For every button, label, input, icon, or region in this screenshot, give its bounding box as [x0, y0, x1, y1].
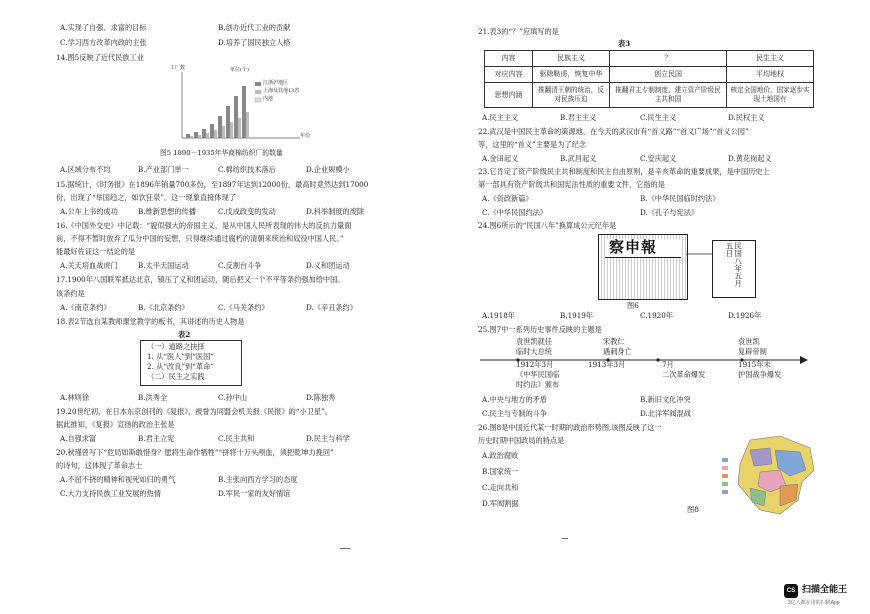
table3-cell: 思想内涵: [485, 83, 533, 108]
figure8-map: [720, 430, 820, 520]
table3-title: 表3: [618, 39, 631, 48]
table3-cell: 推翻君主专制制度，建立资产阶级民主共和国: [610, 83, 727, 108]
q18-option-d: D.陈独秀: [306, 393, 336, 402]
table2-title: 表2: [178, 330, 191, 339]
q18-option-a: A.林则徐: [60, 393, 90, 402]
q16-option-d: D.义和团运动: [306, 261, 350, 270]
q24-option-d: D.1926年: [728, 311, 762, 320]
table3-cell: 民族主义: [533, 51, 610, 67]
q15-option-a: A.公车上书的成功: [60, 207, 118, 216]
q13-option-b: B.创办近代工业的贡献: [218, 23, 291, 32]
newspaper-masthead: 察申報: [609, 238, 658, 256]
figure6-date-text: 民国八年五月五日: [725, 242, 743, 287]
q23-stem-2: 第一部具有资产阶级共和国宪法性质的重要文件，它指的是: [478, 180, 665, 189]
q21-option-d: D.民权主义: [728, 113, 765, 122]
table3-row: [485, 51, 814, 67]
q25-option-c: C.民主与专制的斗争: [482, 409, 548, 418]
q14-option-a: A.区域分布不均: [60, 165, 111, 174]
q22-option-a: A.金田起义: [482, 154, 519, 163]
q21-option-a: A.民主主义: [482, 113, 519, 122]
chart-legend-1: 江浙沪地区: [263, 80, 289, 86]
q25-stem: 25.图7中一系列历史事件反映的主题是: [478, 325, 602, 334]
q21-stem: 21.表3的“？”应填写的是: [478, 27, 559, 36]
table3-cell: 驱除鞑虏，恢复中华: [533, 67, 610, 83]
page-mark-right: [562, 538, 568, 539]
chart-ylabel: 工厂数: [170, 65, 186, 71]
q19-option-c: C.民主共和: [218, 434, 255, 443]
figure6-date: [712, 242, 754, 294]
q26-option-c: C.走向共和: [482, 483, 519, 492]
q17-stem-2: 该条约是: [56, 289, 85, 298]
q16-stem-2: 前，不得不暂时放弃了瓜分中国的妄想，只得继续通过腐朽的清朝来统治和奴役中国人民。”: [56, 234, 344, 243]
table3-cell: 创立民国: [610, 67, 727, 83]
q23-stem-1: 23.它肯定了资产阶级民主共和制度和民主自由原则，是辛亥革命的重要成果，是中国历史上: [478, 167, 770, 176]
q26-option-b: B.国家统一: [482, 467, 519, 476]
q23-option-c: C.《中华民国约法》: [482, 208, 548, 217]
page-mark: [340, 548, 350, 549]
q25-option-b: B.新旧文化冲突: [640, 395, 691, 404]
q20-stem-2: 的诗句，这体现了革命志士: [56, 461, 143, 470]
q14-option-c: C.棉纺织技术落后: [218, 165, 276, 174]
q16-option-c: C.反割台斗争: [218, 261, 262, 270]
q20-option-c: C.大力支持民族工业发展的热情: [60, 489, 161, 498]
table3: [484, 50, 814, 108]
q17-option-a: A.《南京条约》: [60, 303, 111, 312]
q17-option-b: B.《北京条约》: [138, 303, 189, 312]
q13-option-d: D.培养了国民独立人格: [218, 38, 291, 47]
tl-event-1c: 1912年3月: [516, 360, 554, 369]
q20-option-a: A.不屈不挠的精神和视死如归的勇气: [60, 475, 176, 484]
q15-option-c: C.戊戌政变的发动: [218, 207, 276, 216]
q21-option-b: B.君主主义: [560, 113, 597, 122]
tl-event-1b: 临时大总统: [516, 347, 552, 356]
q16-stem-1: 16.《中国外交史》中记载：“貌似强大的帝国主义，是从中国人民所表现的伟大的反抗力量面: [56, 221, 352, 230]
q23-option-d: D.《孔子与宪法》: [640, 208, 699, 217]
q19-stem-1: 19.20世纪初，在日本东京创刊的《复报》，被誉为同盟会机关报《民报》的“小卫星”。: [56, 407, 332, 416]
table3-cell: 内容: [485, 51, 533, 67]
table3-cell: 平均地权: [727, 67, 814, 83]
scanner-logo-badge: CS: [784, 584, 798, 598]
table2-line-3: 2. 从“改良”到“革命”: [147, 362, 214, 371]
table3-cell: ？: [610, 51, 727, 67]
table2-line-2: 1. 从“医人”到“医国”: [147, 352, 214, 361]
q20-option-b: B.主张向西方学习的态度: [218, 475, 298, 484]
tl-event-1a: 袁世凯就任: [516, 337, 552, 346]
q26-stem-2: 历史时期中国政局的特点是: [478, 436, 565, 445]
q16-option-b: B.太平天国运动: [138, 261, 189, 270]
q19-option-a: A.自强求富: [60, 434, 97, 443]
tl-event-3a: 袁世凯: [738, 337, 760, 346]
q18-option-c: C.孙中山: [218, 393, 248, 402]
tl-event-2b: 遇刺身亡: [603, 347, 632, 356]
q19-option-b: B.君主立宪: [138, 434, 175, 443]
q18-option-b: B.洪秀全: [138, 393, 168, 402]
q20-option-d: D.军民一家的友好情谊: [218, 489, 291, 498]
q25-option-d: D.北洋军阀混战: [640, 409, 691, 418]
q26-option-d: D.军阀割据: [482, 499, 519, 508]
table3-cell: 核定全国地价，国家逐步实现土地国有: [727, 83, 814, 108]
q24-option-b: B.1919年: [560, 311, 594, 320]
q24-option-a: A.1918年: [482, 311, 515, 320]
chart-unit: 单位(个): [230, 67, 249, 73]
scanner-logo-text: 扫描全能王: [802, 584, 848, 594]
q15-stem-1: 15.据统计，《时务报》在1896年销量700多份，至1897年达到12000份，最高时竟然达到17000: [56, 180, 369, 189]
q14-option-d: D.企业规模小: [306, 165, 350, 174]
scanner-logo-sub: 3亿人都在用的扫描App: [788, 600, 840, 606]
figure5-caption: 图5 1890－1935年华商棉纺织厂的数量: [160, 149, 283, 157]
q26-option-a: A.政治腐败: [482, 451, 519, 460]
table3-cell: 民生主义: [727, 51, 814, 67]
chart-xlabel: 年份: [300, 133, 311, 139]
q23-option-a: A.《资政新篇》: [482, 194, 533, 203]
figure5-chart: [170, 66, 320, 146]
tl-event-3b: 复辟帝制: [738, 347, 767, 356]
q16-stem-3: 能最好佐证这一结论的是: [56, 247, 136, 256]
q15-option-b: B.维新思想的传播: [138, 207, 196, 216]
q16-option-a: A.关天培血战虎门: [60, 261, 118, 270]
tl-event-4b: 时约法》颁布: [516, 380, 560, 389]
tl-event-6: 护国战争爆发: [738, 370, 782, 379]
tl-event-2a: 宋教仁: [603, 337, 625, 346]
figure6-arrow: [686, 244, 714, 264]
q13-option-c: C.学习西方改革内政的主张: [60, 38, 147, 47]
table3-row: [485, 67, 814, 83]
table3-row: [485, 83, 814, 108]
table2-line-4: （二）民主之实践: [147, 372, 205, 381]
q22-stem-2: 等，这里的“首义”主要是为了纪念: [478, 140, 586, 149]
q19-option-d: D.民主与科学: [306, 434, 350, 443]
q17-option-c: C.《马关条约》: [218, 303, 269, 312]
table3-cell: 推翻清王朝的统治，反对民族压迫: [533, 83, 610, 108]
q14-stem: 14.图5反映了近代民族工业: [56, 53, 144, 62]
chart-legend-2: 上海及其他13省: [263, 88, 300, 94]
q25-option-a: A.中央与地方的矛盾: [482, 395, 547, 404]
q17-option-d: D.《辛丑条约》: [306, 303, 357, 312]
q22-option-b: B.武昌起义: [560, 154, 597, 163]
q13-option-a: A.实现了自强、求富的目标: [60, 23, 147, 32]
tl-event-5a: 7月: [662, 360, 674, 369]
figure6-caption: 图6: [627, 301, 639, 310]
tl-event-3c: 1915年末: [738, 360, 771, 369]
q19-stem-2: 据此推知，《复报》宣扬的政治主张是: [56, 420, 175, 429]
q22-stem-1: 22.武汉是中国民主革命的策源地，在今天的武汉市有“首义路”“首义广场”“首义公园”: [478, 127, 749, 136]
q18-stem: 18.表2节选自某教师课堂教学的板书，其讲述的历史人物是: [56, 317, 245, 326]
q14-option-b: B.产业部门单一: [138, 165, 189, 174]
tl-event-4a: 《中华民国临: [516, 370, 560, 379]
tl-event-2c: 1913年3月: [588, 360, 626, 369]
q24-stem: 24.图6所示的“民国八年”换算成公元纪年是: [478, 221, 617, 230]
q15-stem-2: 份，出现了“举国趋之，如饮狂泉”。这一现象直接体现了: [56, 193, 236, 202]
chart-legend-3: 内地: [263, 96, 274, 102]
table2-line-1: （一）道路之抉择: [147, 342, 205, 351]
q24-option-c: C.1920年: [640, 311, 674, 320]
q15-option-d: D.科举制度的废除: [306, 207, 365, 216]
figure8-caption: 图8: [687, 505, 699, 514]
table3-cell: 对应内容: [485, 67, 533, 83]
q21-option-c: C.民生主义: [640, 113, 677, 122]
q23-option-b: B.《中华民国临时约法》: [640, 194, 720, 203]
tl-event-5b: 二次革命爆发: [662, 370, 706, 379]
q22-option-c: C.安庆起义: [640, 154, 677, 163]
q20-stem-1: 20.秋瑾曾写下“危局如斯敢惜身？愿将生命作牺牲”“拼将十万头颅血，须把乾坤力挽回”: [56, 448, 334, 457]
q22-option-d: D.黄花岗起义: [728, 154, 772, 163]
q17-stem-1: 17.1900年八国联军抵达北京，镇压了义和团运动，随后把又一个不平等条约强加给中国。: [56, 275, 345, 284]
figure6-newspaper: [598, 234, 688, 300]
q26-stem-1: 26.图8是中国近代某一时期的政治形势图,该图反映了这一: [478, 423, 662, 432]
